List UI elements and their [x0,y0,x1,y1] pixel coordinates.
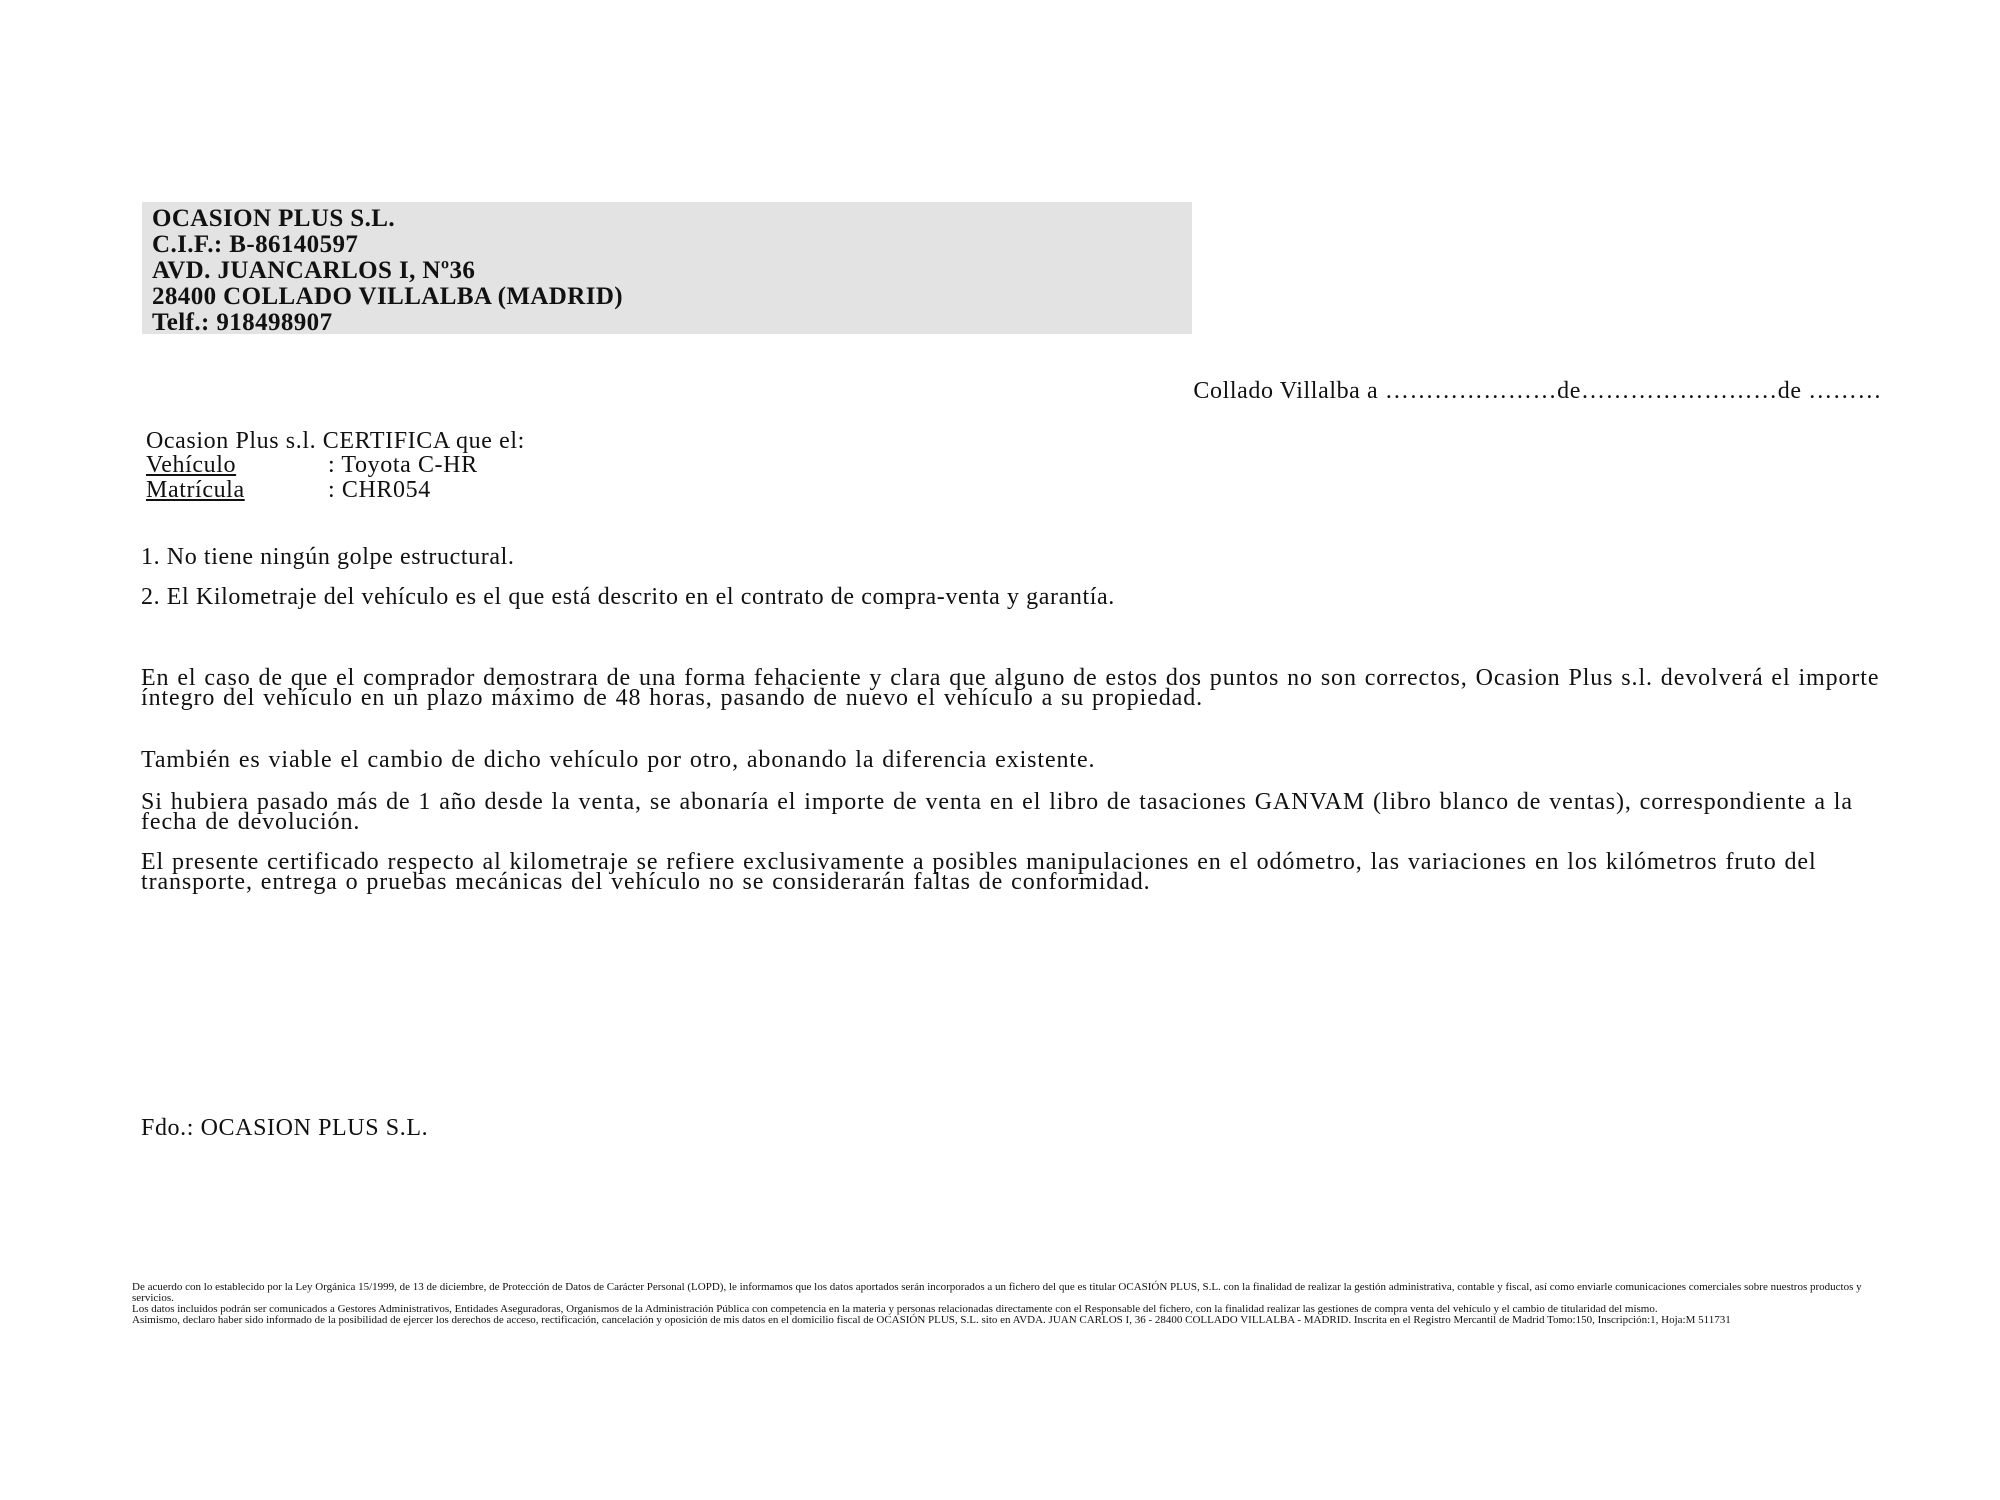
company-cif: C.I.F.: B-86140597 [152,231,359,258]
footer-paragraph-3: Asimismo, declaro haber sido informado de la posibilidad de ejercer los derechos de acceso, rectificación, cancelación y oposición de mis datos en el domicilio fiscal de OCASIÓN PLUS, S.L. sito en AVDA. JUAN CARLOS I, 36 - 28400 COLLADO VILLALBA - MADRID. Inscrita en el Registro Mercantil de Madrid Tomo:150, Inscripción:1, Hoja:M 511731 [132,1314,1731,1326]
vehicle-label: Vehículo [146,452,237,478]
signature: Fdo.: OCASION PLUS S.L. [141,1115,429,1141]
footer-paragraph-1: De acuerdo con lo establecido por la Ley Orgánica 15/1999, de 13 de diciembre, de Protección de Datos de Carácter Personal (LOPD), le informamos que los datos aportados serán incorporados a un fichero del que es titular OCASIÓN PLUS, S.L. con la finalidad de realizar la gestión administrativa, contable y fiscal, así como enviarle comunicaciones comerciales sobre nuestros productos y servicios. [132,1281,1862,1304]
footer-paragraph-2: Los datos incluidos podrán ser comunicados a Gestores Administrativos, Entidades Aseguradoras, Organismos de la Administración Pública con competencia en la materia y personas relacionadas directamente con el Responsable del fichero, con la finalidad realizar las gestiones de compra venta del vehículo y el cambio de titularidad del mismo. [132,1303,1658,1315]
company-name: OCASION PLUS S.L. [152,205,395,232]
paragraph-refund: En el caso de que el comprador demostrara de una forma fehaciente y clara que alguno de estos dos puntos no son correctos, Ocasion Plus s.l. devolverá el importe íntegro del vehículo en un plazo máximo de 48 horas, pasando de nuevo el vehículo a su propiedad. [141,665,1880,711]
vehicle-value: : Toyota C-HR [328,452,478,478]
vehicle-row [146,452,478,479]
point-1: 1. No tiene ningún golpe estructural. [141,544,515,570]
certificate-intro: Ocasion Plus s.l. CERTIFICA que el: [146,428,525,454]
point-2: 2. El Kilometraje del vehículo es el que está descrito en el contrato de compra-venta y garantía. [141,584,1115,610]
company-phone: Telf.: 918498907 [152,309,333,336]
company-address: AVD. JUANCARLOS I, Nº36 [152,257,476,284]
company-header-box [142,202,1192,334]
plate-row [146,477,431,504]
plate-label: Matrícula [146,477,245,503]
paragraph-exchange: También es viable el cambio de dicho vehículo por otro, abonando la diferencia existente. [141,747,1096,773]
plate-value: : CHR054 [328,477,431,503]
date-line: Collado Villalba a …………………de……………………de ……… [1193,378,1882,404]
legal-footer [132,1282,1902,1326]
company-city: 28400 COLLADO VILLALBA (MADRID) [152,283,624,310]
paragraph-mileage: El presente certificado respecto al kilometraje se refiere exclusivamente a posibles manipulaciones en el odómetro, las variaciones en los kilómetros fruto del transporte, entrega o pruebas mecánicas del vehículo no se considerarán faltas de conformidad. [141,849,1817,895]
paragraph-ganvam: Si hubiera pasado más de 1 año desde la venta, se abonaría el importe de venta en el libro de tasaciones GANVAM (libro blanco de ventas), correspondiente a la fecha de devolución. [141,789,1853,835]
